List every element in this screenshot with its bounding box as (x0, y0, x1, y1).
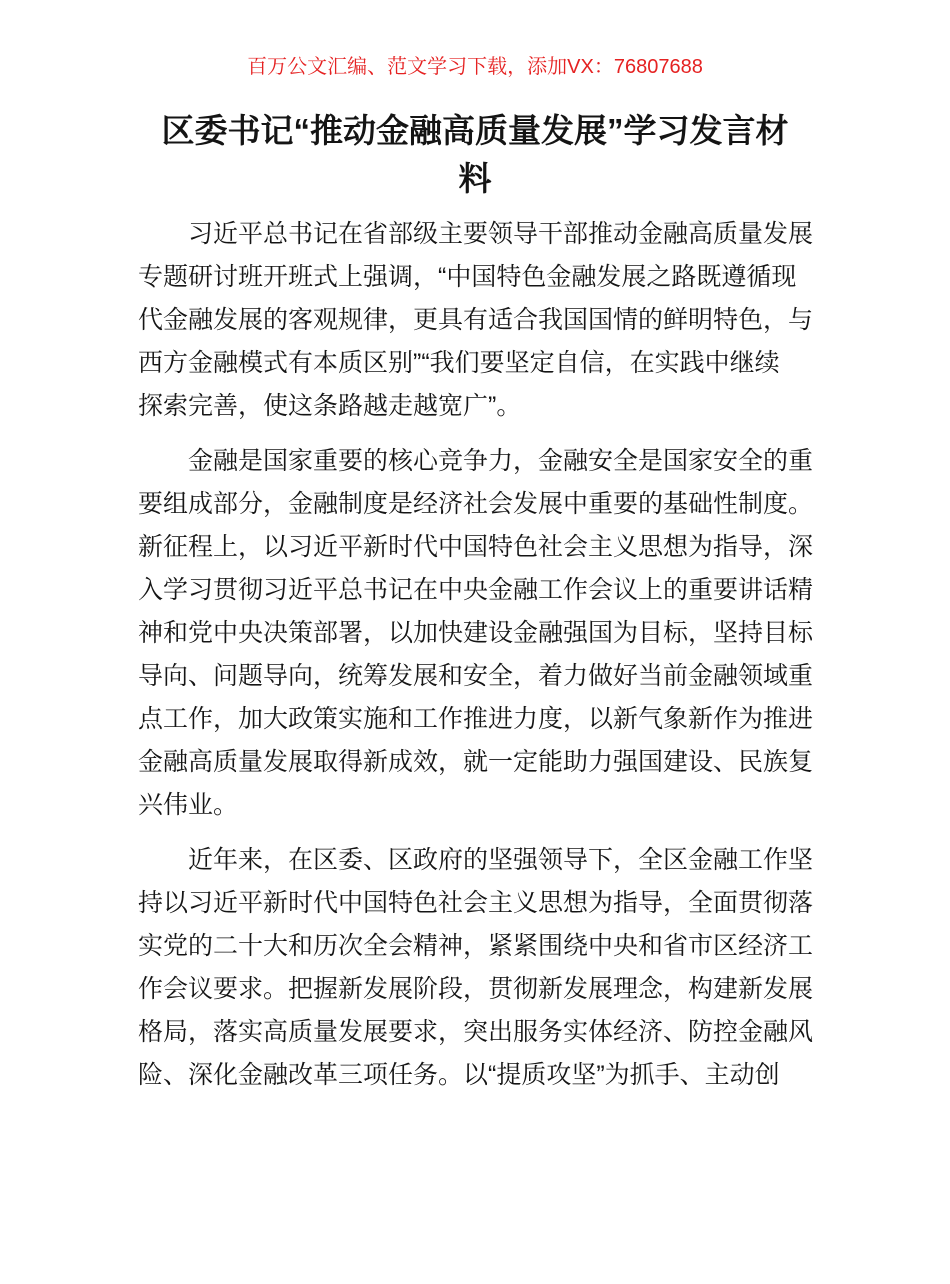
document-title-line-2: 料 (458, 160, 492, 197)
text-line: 要组成部分，金融制度是经济社会发展中重要的基础性制度。 (138, 490, 814, 518)
paragraph-2 (138, 440, 813, 827)
promo-banner: 百万公文汇编、范文学习下载，添加VX：76807688 (247, 56, 703, 78)
text-line: 实党的二十大和历次全会精神，紧紧围绕中央和省市区经济工 (138, 932, 814, 960)
text-line: 近年来，在区委、区政府的坚强领导下，全区金融工作坚 (188, 846, 814, 874)
document-title-line-1: 区委书记“推动金融高质量发展”学习发言材 (161, 112, 789, 149)
text-line: 金融高质量发展取得新成效，就一定能助力强国建设、民族复 (138, 748, 814, 776)
text-line: 专题研讨班开班式上强调，“中国特色金融发展之路既遵循现 (138, 263, 797, 291)
text-line: 兴伟业。 (138, 791, 239, 819)
text-line: 导向、问题导向，统筹发展和安全，着力做好当前金融领域重 (138, 662, 814, 690)
text-line: 新征程上，以习近平新时代中国特色社会主义思想为指导，深 (138, 533, 814, 561)
paragraph-1 (138, 213, 813, 428)
document-page (0, 54, 950, 1284)
text-line: 金融是国家重要的核心竞争力，金融安全是国家安全的重 (188, 447, 814, 475)
text-line: 持以习近平新时代中国特色社会主义思想为指导，全面贯彻落 (138, 889, 814, 917)
text-line: 作会议要求。把握新发展阶段，贯彻新发展理念，构建新发展 (138, 975, 814, 1003)
text-line: 格局，落实高质量发展要求，突出服务实体经济、防控金融风 (138, 1018, 814, 1046)
document-body (138, 213, 813, 1097)
document-title (40, 107, 910, 203)
text-line: 入学习贯彻习近平总书记在中央金融工作会议上的重要讲话精 (138, 576, 814, 604)
text-line: 习近平总书记在省部级主要领导干部推动金融高质量发展 (188, 220, 814, 248)
text-line: 神和党中央决策部署，以加快建设金融强国为目标，坚持目标 (138, 619, 814, 647)
text-line: 代金融发展的客观规律，更具有适合我国国情的鲜明特色，与 (138, 306, 814, 334)
text-line: 点工作，加大政策实施和工作推进力度，以新气象新作为推进 (138, 705, 814, 733)
text-line: 探索完善，使这条路越走越宽广”。 (138, 392, 522, 420)
paragraph-3 (138, 839, 813, 1097)
text-line: 西方金融模式有本质区别”“我们要坚定自信，在实践中继续 (138, 349, 780, 377)
text-line: 险、深化金融改革三项任务。以“提质攻坚”为抓手、主动创 (138, 1061, 780, 1089)
